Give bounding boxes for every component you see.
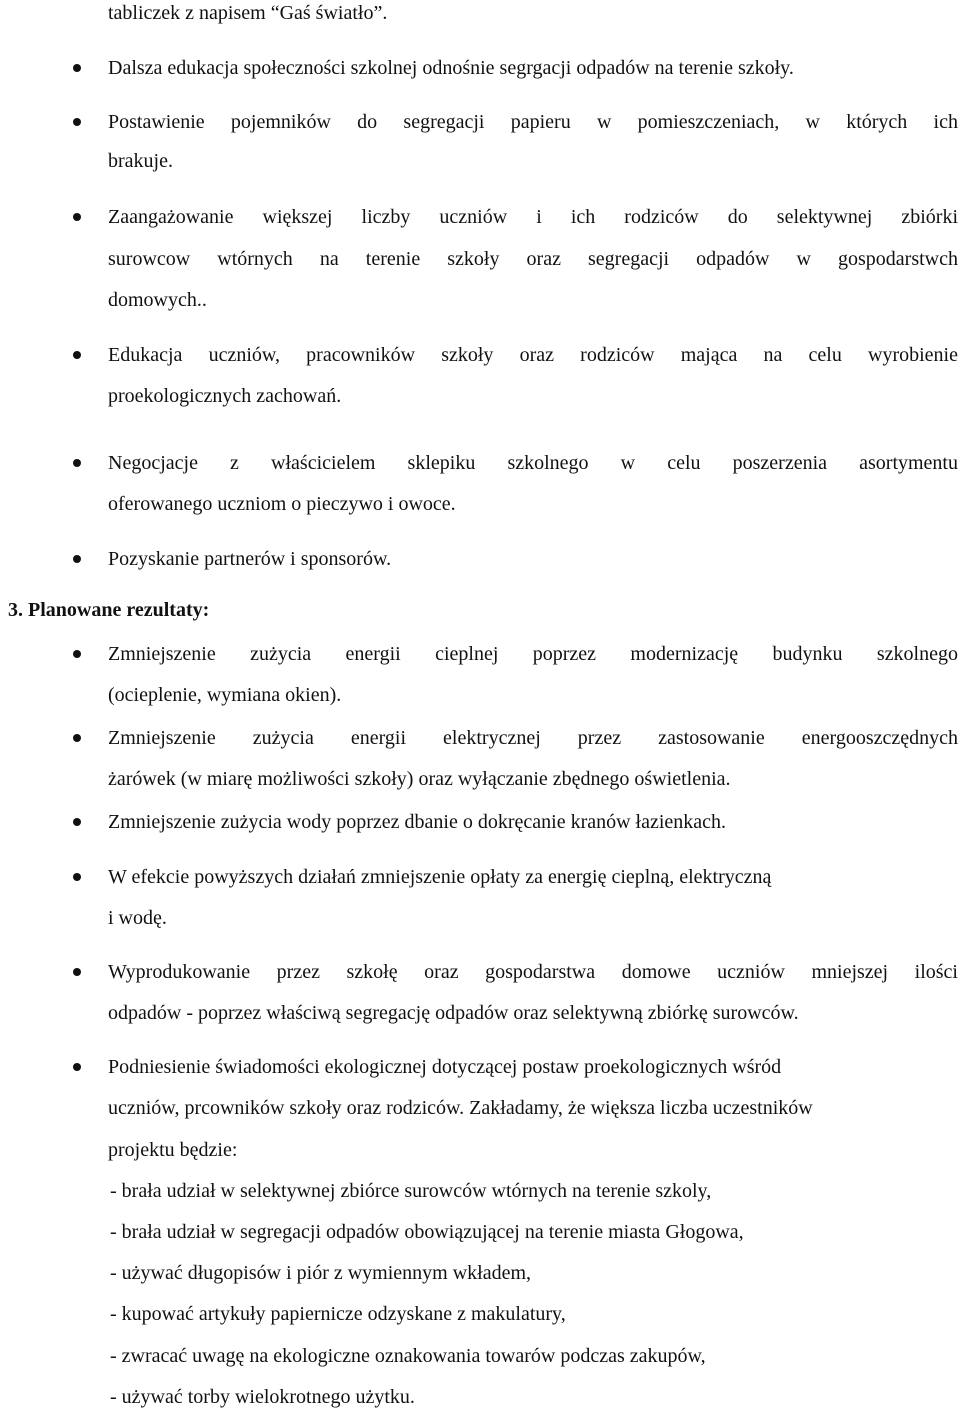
dash-list-item: - używać długopisów i piór z wymiennym wkładem, (110, 1262, 532, 1284)
bullet-text-line: brakuje. (108, 150, 173, 172)
bullet-text-line: Edukacja uczniów, pracowników szkoły oraz rodziców mająca na celu wyrobienie (108, 344, 958, 366)
bullet-marker (73, 555, 81, 563)
bullet-text-line: i wodę. (108, 907, 167, 929)
bullet-text-line: Zmniejszenie zużycia wody poprzez dbanie o dokręcanie kranów łazienkach. (108, 811, 727, 833)
bullet-text-line: Zmniejszenie zużycia energii cieplnej poprzez modernizację budynku szkolnego (108, 643, 958, 665)
dash-list-item: - używać torby wielokrotnego użytku. (110, 1386, 415, 1408)
bullet-text-line: domowych.. (108, 289, 207, 311)
bullet-text-line: żarówek (w miarę możliwości szkoły) oraz wyłączanie zbędnego oświetlenia. (108, 768, 731, 790)
bullet-marker (73, 873, 81, 881)
bullet-text-line: Wyprodukowanie przez szkołę oraz gospodarstwa domowe uczniów mniejszej ilości (108, 961, 958, 983)
bullet-text-line: Zaangażowanie większej liczby uczniów i ich rodziców do selektywnej zbiórki (108, 206, 958, 228)
bullet-text-line: uczniów, prcowników szkoły oraz rodziców. Zakładamy, że większa liczba uczestników (108, 1097, 813, 1119)
bullet-text-line: Dalsza edukacja społeczności szkolnej odnośnie segrgacji odpadów na terenie szkoły. (108, 57, 794, 79)
section-3-heading: 3. Planowane rezultaty: (8, 599, 210, 621)
dash-list-item: - brała udział w selektywnej zbiórce surowców wtórnych na terenie szkoly, (110, 1180, 712, 1202)
bullet-marker (73, 64, 81, 72)
bullet-marker (73, 818, 81, 826)
bullet-text-line: projektu będzie: (108, 1139, 238, 1161)
bullet-text-line: (ocieplenie, wymiana okien). (108, 684, 342, 706)
bullet-marker (73, 118, 81, 126)
bullet-marker (73, 351, 81, 359)
dash-list-item: - kupować artykuły papiernicze odzyskane z makulatury, (110, 1303, 566, 1325)
bullet-text-line: Postawienie pojemników do segregacji papieru w pomieszczeniach, w których ich (108, 111, 958, 133)
bullet-text-line: oferowanego uczniom o pieczywo i owoce. (108, 493, 456, 515)
dash-list-item: - zwracać uwagę na ekologiczne oznakowania towarów podczas zakupów, (110, 1345, 706, 1367)
continuation-text: tabliczek z napisem “Gaś światło”. (108, 2, 388, 24)
bullet-marker (73, 734, 81, 742)
bullet-marker (73, 459, 81, 467)
bullet-text-line: Pozyskanie partnerów i sponsorów. (108, 548, 392, 570)
bullet-text-line: Podniesienie świadomości ekologicznej dotyczącej postaw proekologicznych wśród (108, 1056, 782, 1078)
bullet-marker (73, 213, 81, 221)
bullet-text-line: surowcow wtórnych na terenie szkoły oraz segregacji odpadów w gospodarstwch (108, 248, 958, 270)
bullet-text-line: proekologicznych zachowań. (108, 385, 342, 407)
bullet-text-line: Zmniejszenie zużycia energii elektrycznej przez zastosowanie energooszczędnych (108, 727, 958, 749)
bullet-text-line: W efekcie powyższych działań zmniejszenie opłaty za energię cieplną, elektryczną (108, 866, 772, 888)
dash-list-item: - brała udział w segregacji odpadów obowiązującej na terenie miasta Głogowa, (110, 1221, 744, 1243)
bullet-marker (73, 650, 81, 658)
bullet-text-line: Negocjacje z właścicielem sklepiku szkolnego w celu poszerzenia asortymentu (108, 452, 958, 474)
bullet-text-line: odpadów - poprzez właściwą segregację odpadów oraz selektywną zbiórkę surowców. (108, 1002, 799, 1024)
bullet-marker (73, 968, 81, 976)
bullet-marker (73, 1063, 81, 1071)
